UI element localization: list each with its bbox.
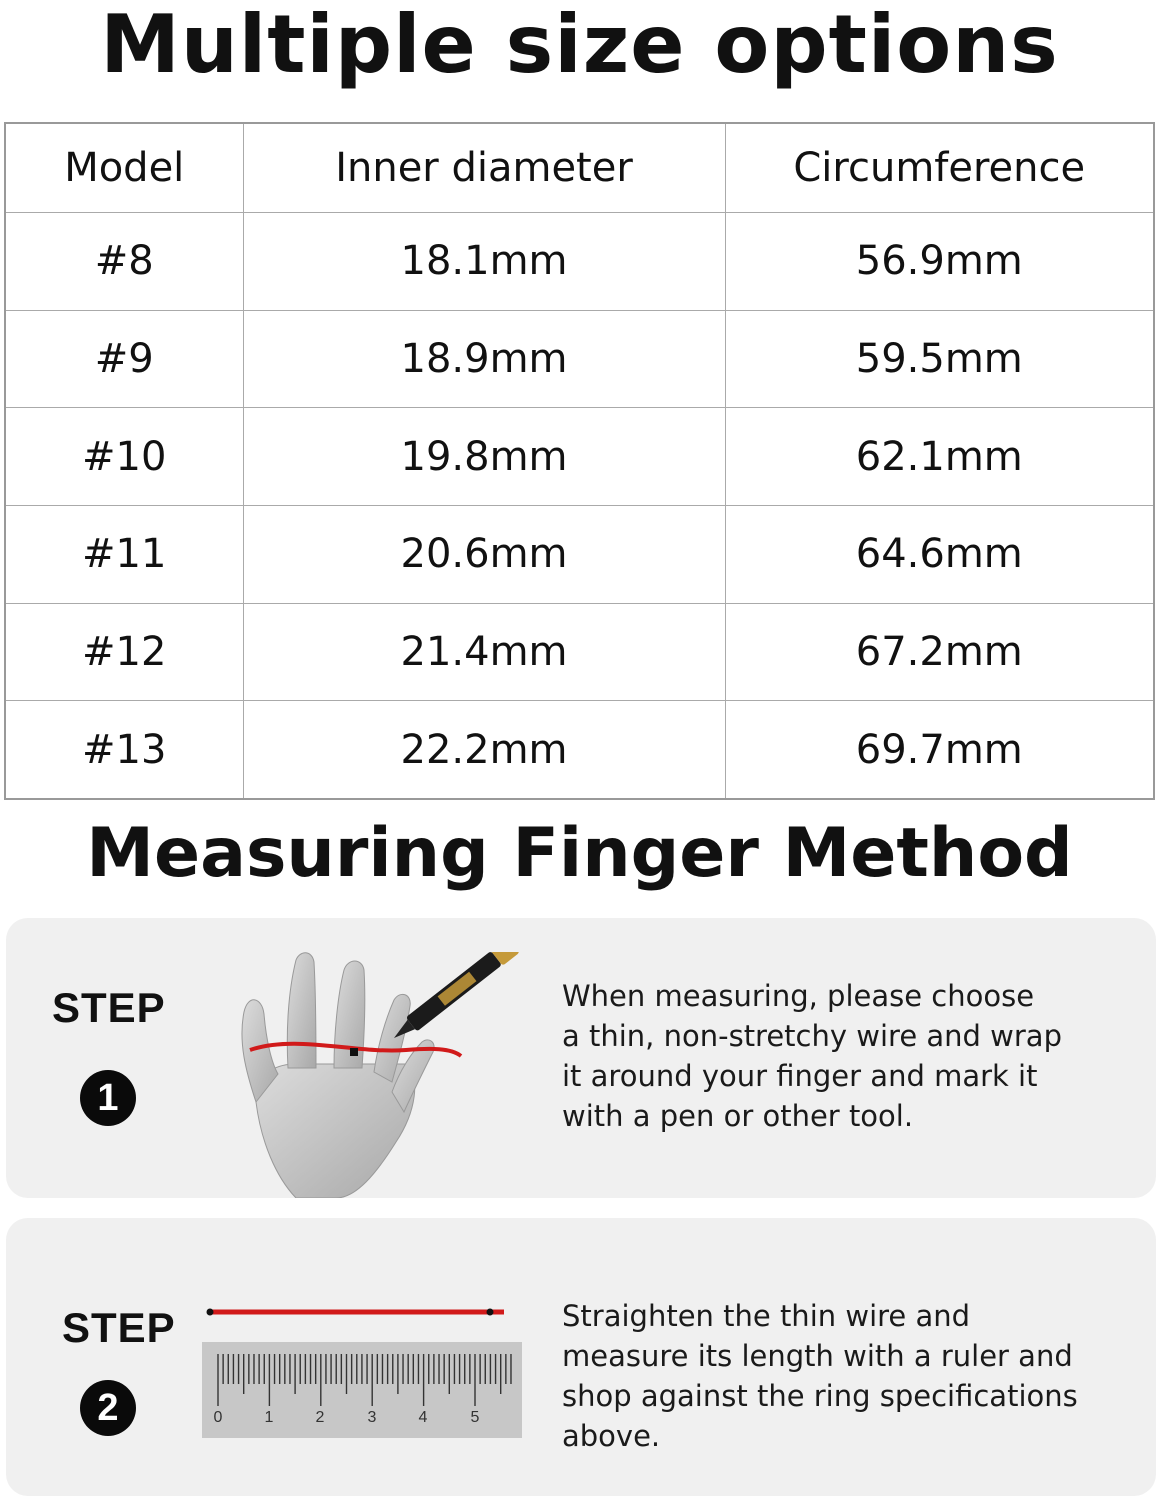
cell-inner-diameter: 21.4mm bbox=[243, 603, 725, 701]
step-1-line: it around your finger and mark it bbox=[562, 1059, 1038, 1093]
cell-model: #9 bbox=[5, 310, 243, 408]
ruler-label-5: 5 bbox=[470, 1409, 480, 1426]
header-model: Model bbox=[5, 123, 243, 213]
cell-circumference: 69.7mm bbox=[725, 701, 1154, 799]
cell-circumference: 59.5mm bbox=[725, 310, 1154, 408]
table-row bbox=[5, 701, 1154, 799]
step-1-line: When measuring, please choose bbox=[562, 979, 1035, 1013]
step-2-line: shop against the ring specifications bbox=[562, 1379, 1078, 1413]
hand-illustration bbox=[216, 952, 536, 1198]
step-1-line: a thin, non-stretchy wire and wrap bbox=[562, 1019, 1062, 1053]
step-2-label: STEP bbox=[62, 1304, 176, 1351]
cell-model: #13 bbox=[5, 701, 243, 799]
cell-circumference: 62.1mm bbox=[725, 408, 1154, 506]
cell-inner-diameter: 22.2mm bbox=[243, 701, 725, 799]
table-row bbox=[5, 603, 1154, 701]
table-row bbox=[5, 213, 1154, 311]
step-2-line: above. bbox=[562, 1419, 661, 1453]
step-1-number-badge: 1 bbox=[80, 1070, 136, 1126]
step-2-line: measure its length with a ruler and bbox=[562, 1339, 1073, 1373]
cell-inner-diameter: 18.1mm bbox=[243, 213, 725, 311]
table-header-row bbox=[5, 123, 1154, 213]
step-1-label: STEP bbox=[52, 984, 166, 1031]
ruler-illustration bbox=[198, 1302, 528, 1442]
cell-model: #12 bbox=[5, 603, 243, 701]
cell-inner-diameter: 18.9mm bbox=[243, 310, 725, 408]
wire-end-mark bbox=[207, 1309, 214, 1316]
ruler-label-2: 2 bbox=[315, 1409, 325, 1426]
measuring-method-title: Measuring Finger Method bbox=[86, 814, 1073, 893]
table-row bbox=[5, 505, 1154, 603]
step-2-description bbox=[562, 1296, 1078, 1456]
cell-model: #11 bbox=[5, 505, 243, 603]
cell-circumference: 67.2mm bbox=[725, 603, 1154, 701]
cell-inner-diameter: 20.6mm bbox=[243, 505, 725, 603]
cell-inner-diameter: 19.8mm bbox=[243, 408, 725, 506]
step-2-line: Straighten the thin wire and bbox=[562, 1299, 971, 1333]
cell-model: #8 bbox=[5, 213, 243, 311]
size-options-title: Multiple size options bbox=[100, 0, 1059, 91]
table-row bbox=[5, 408, 1154, 506]
step-1-description bbox=[562, 976, 1062, 1136]
step-1-card bbox=[6, 918, 1156, 1198]
header-circumference: Circumference bbox=[725, 123, 1154, 213]
ruler-label-4: 4 bbox=[418, 1409, 428, 1426]
cell-circumference: 64.6mm bbox=[725, 505, 1154, 603]
header-inner-diameter: Inner diameter bbox=[243, 123, 725, 213]
ruler-label-1: 1 bbox=[264, 1409, 274, 1426]
table-row bbox=[5, 310, 1154, 408]
size-table bbox=[4, 122, 1155, 800]
step-2-card bbox=[6, 1218, 1156, 1496]
wire-end-mark bbox=[487, 1309, 494, 1316]
step-2-number-badge: 2 bbox=[80, 1380, 136, 1436]
step-1-line: with a pen or other tool. bbox=[562, 1099, 914, 1133]
cell-model: #10 bbox=[5, 408, 243, 506]
ruler-label-0: 0 bbox=[213, 1409, 223, 1426]
ruler-label-3: 3 bbox=[367, 1409, 377, 1426]
cell-circumference: 56.9mm bbox=[725, 213, 1154, 311]
